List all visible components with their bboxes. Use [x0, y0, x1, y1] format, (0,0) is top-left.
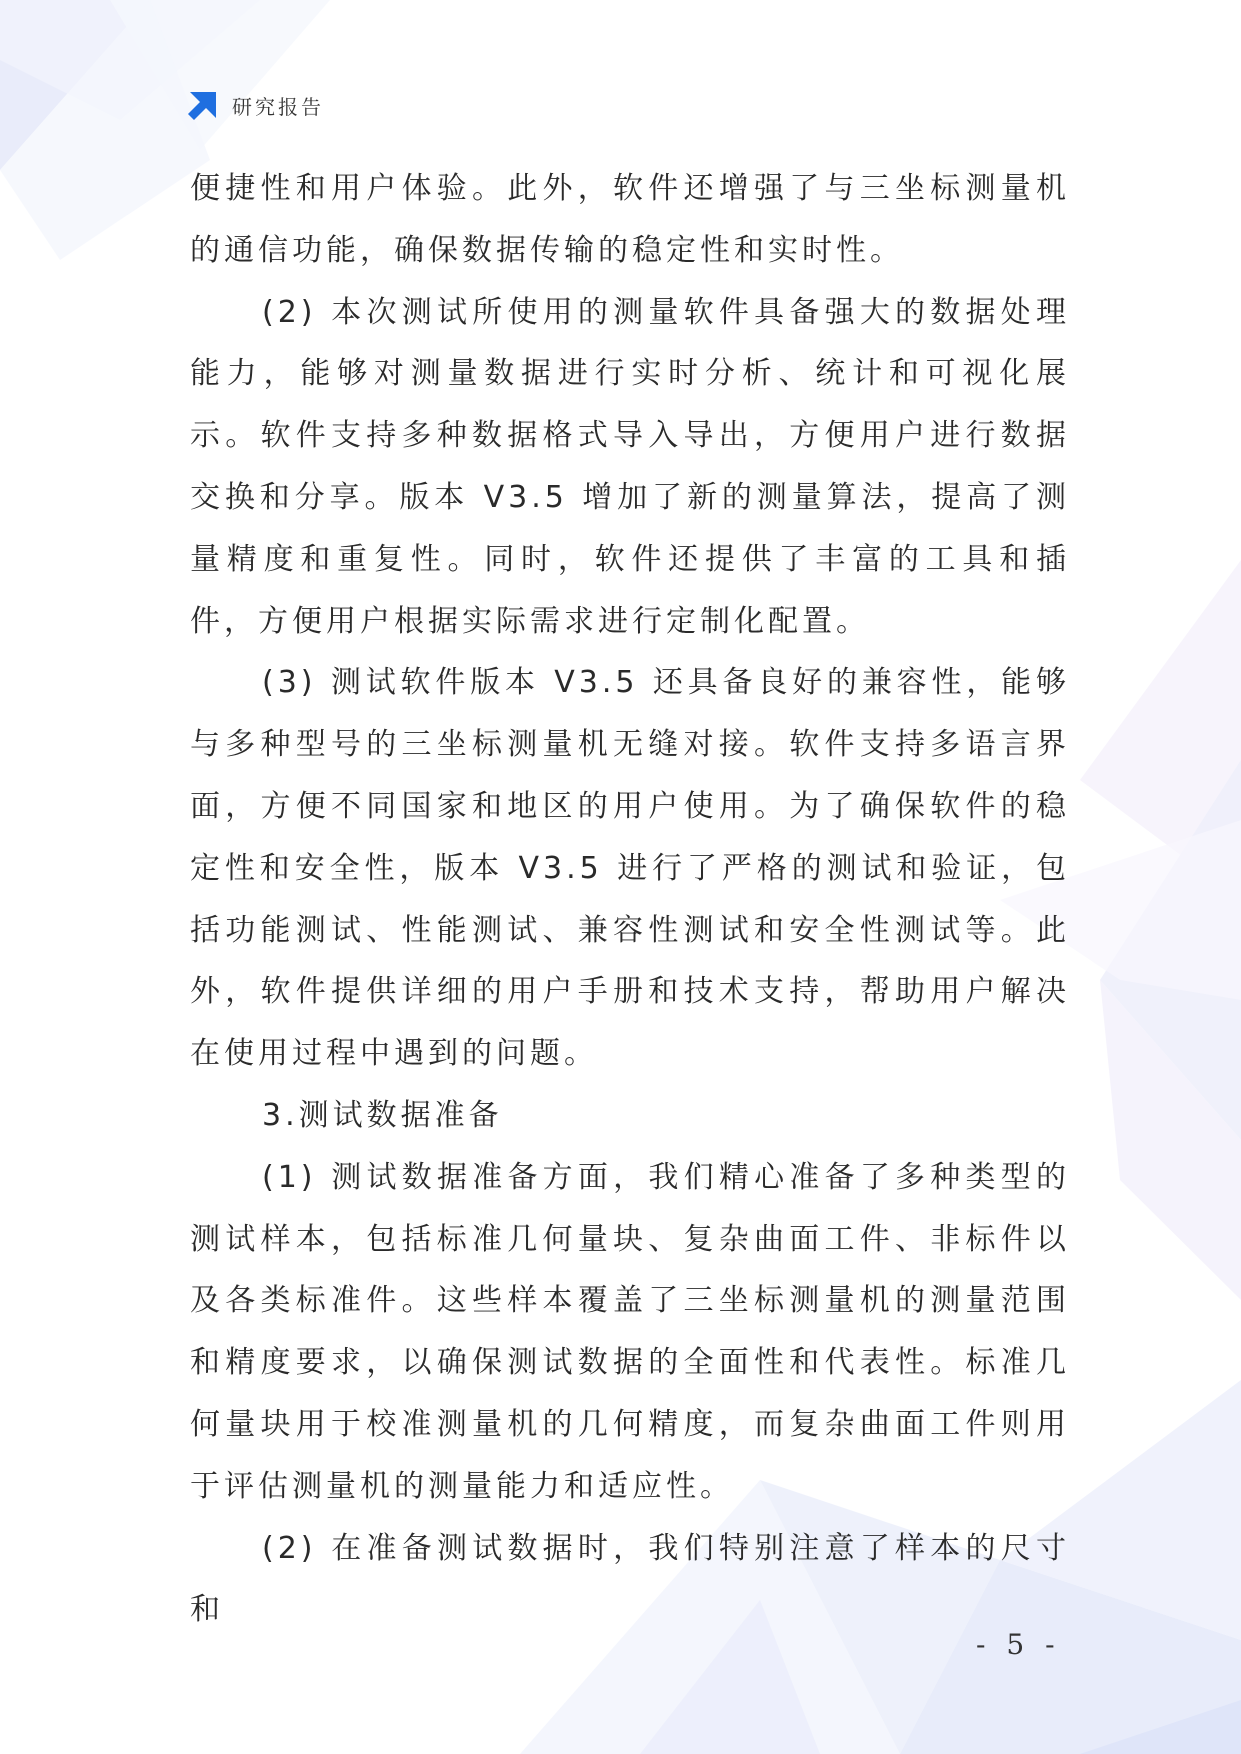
- page-number: - 5 -: [976, 1628, 1061, 1661]
- report-header: [186, 88, 324, 122]
- paragraph-software-compatibility: (3) 测试软件版本 V3.5 还具备良好的兼容性，能够与多种型号的三坐标测量机无缝对接。软件支持多语言界面，方便不同国家和地区的用户使用。为了确保软件的稳定性和安全性，版本 V3.5 进行了严格的测试和验证，包括功能测试、性能测试、兼容性测试和安全性测试等。此外，软件提供详细的用户手册和技术支持，帮助用户解决在使用过程中遇到的问题。: [190, 665, 1070, 1072]
- header-title: 研究报告: [232, 94, 324, 119]
- arrow-up-right-icon: [186, 88, 220, 122]
- paragraph-test-samples: (1) 测试数据准备方面，我们精心准备了多种类型的测试样本，包括标准几何量块、复杂曲面工件、非标件以及各类标准件。这些样本覆盖了三坐标测量机的测量范围和精度要求，以确保测试数据的全面性和代表性。标准几何量块用于校准测量机的几何精度，而复杂曲面工件则用于评估测量机的测量能力和适应性。: [190, 1159, 1070, 1504]
- paragraph-data-preparation: (2) 在准备测试数据时，我们特别注意了样本的尺寸和: [190, 1530, 1070, 1628]
- section-heading-test-data: 3.测试数据准备: [262, 1097, 503, 1133]
- document-body: [190, 158, 1070, 1641]
- paragraph-continued: 便捷性和用户体验。此外，软件还增强了与三坐标测量机的通信功能，确保数据传输的稳定性和实时性。: [190, 171, 1070, 268]
- paragraph-software-processing: (2) 本次测试所使用的测量软件具备强大的数据处理能力，能够对测量数据进行实时分析、统计和可视化展示。软件支持多种数据格式导入导出，方便用户进行数据交换和分享。版本 V3.5 增加了新的测量算法，提高了测量精度和重复性。同时，软件还提供了丰富的工具和插件，方便用户根据实际需求进行定制化配置。: [190, 294, 1070, 639]
